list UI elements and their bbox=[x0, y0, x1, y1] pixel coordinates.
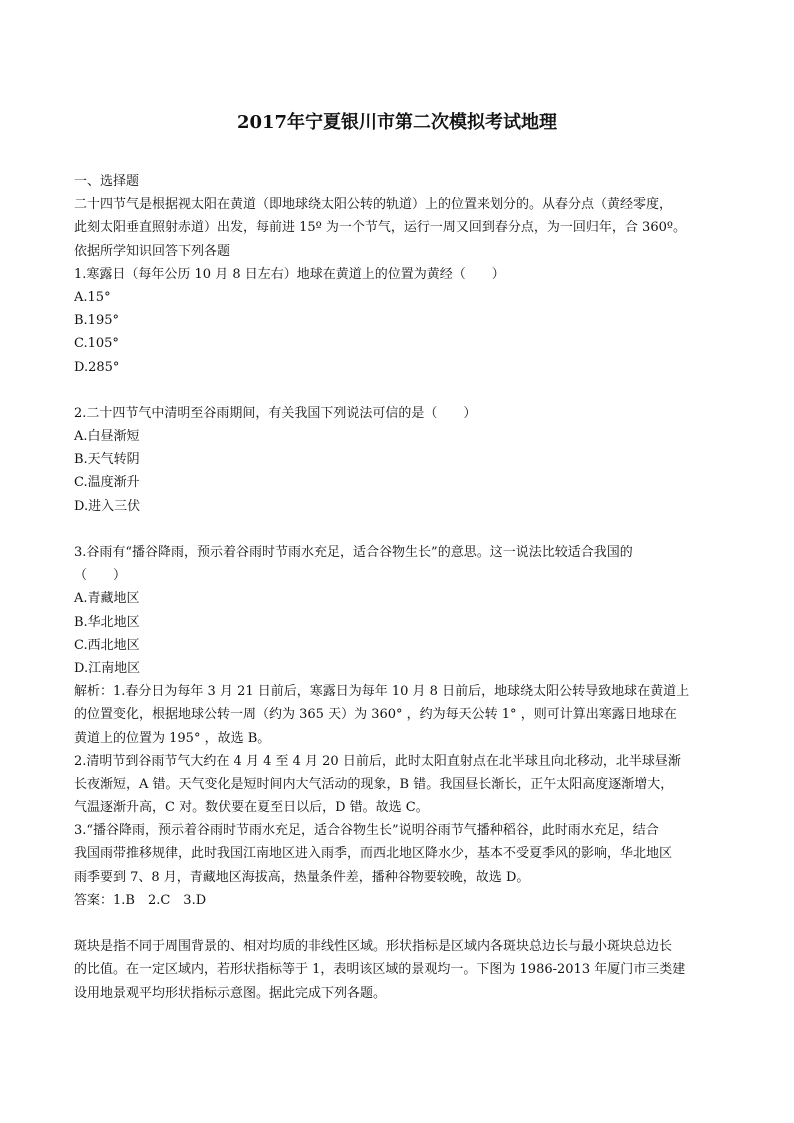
analysis-line-4: 2.清明节到谷雨节气大约在 4 月 4 至 4 月 20 日前后，此时太阳直射点在北半球且向北移动，北半球昼渐 bbox=[74, 753, 681, 769]
section-2-intro-line-3: 设用地景观平均形状指标示意图。据此完成下列各题。 bbox=[74, 985, 387, 1001]
analysis-line-3: 黄道上的位置为 195° ，故选 B。 bbox=[74, 730, 271, 746]
analysis-line-2: 的位置变化，根据地球公转一周（约为 365 天）为 360° ，约为每天公转 1° ，则可计算出寒露日地球在 bbox=[74, 707, 677, 723]
question-1-stem: 1.寒露日（每年公历 10 月 8 日左右）地球在黄道上的位置为黄经（ ） bbox=[74, 266, 505, 282]
intro-line-3: 依据所学知识回答下列各题 bbox=[74, 243, 231, 259]
document-title: 2017年宁夏银川市第二次模拟考试地理 bbox=[236, 112, 558, 133]
question-2-option-b: B.天气转阴 bbox=[74, 452, 140, 468]
question-3-option-d: D.江南地区 bbox=[74, 660, 141, 676]
section-2-intro-line-1: 斑块是指不同于周围背景的、相对均质的非线性区域。形状指标是区域内各斑块总边长与最小斑块总边长 bbox=[74, 939, 673, 955]
question-1-option-c: C.105° bbox=[74, 336, 119, 352]
analysis-line-8: 我国雨带推移规律，此时我国江南地区进入雨季，而西北地区降水少，基本不受夏季风的影响，华北地区 bbox=[74, 846, 673, 862]
answer-line: 答案：1.B 2.C 3.D bbox=[74, 892, 207, 908]
spacer bbox=[74, 912, 726, 935]
intro-line-2: 此刻太阳垂直照射赤道）出发，每前进 15º 为一个节气，运行一周又回到春分点，为一回归年，合 360º。 bbox=[74, 220, 686, 236]
question-3-option-a: A.青藏地区 bbox=[74, 591, 140, 607]
question-3-option-c: C.西北地区 bbox=[74, 637, 140, 653]
question-1-option-d: D.285° bbox=[74, 359, 120, 375]
question-2-stem: 2.二十四节气中清明至谷雨期间，有关我国下列说法可信的是（ ） bbox=[74, 405, 477, 421]
section-heading: 一、选择题 bbox=[74, 174, 140, 189]
question-1-option-b: B.195° bbox=[74, 313, 119, 329]
question-3-option-b: B.华北地区 bbox=[74, 614, 140, 630]
analysis-line-5: 长夜渐短，A 错。天气变化是短时间内大气活动的现象，B 错。我国昼长渐长，正午太阳高度逐渐增大， bbox=[74, 776, 674, 792]
question-2-option-a: A.白昼渐短 bbox=[74, 429, 140, 445]
analysis-line-7: 3.“播谷降雨，预示着谷雨时节雨水充足，适合谷物生长”说明谷雨节气播种稻谷，此时雨水充足，结合 bbox=[74, 823, 659, 839]
spacer bbox=[74, 518, 726, 541]
document-body bbox=[74, 170, 726, 1005]
analysis-line-9: 雨季要到 7、8 月，青藏地区海拔高，热量条件差，播种谷物要较晚，故选 D。 bbox=[74, 869, 530, 885]
question-1-option-a: A.15° bbox=[74, 289, 111, 305]
section-2-intro-line-2: 的比值。在一定区域内，若形状指标等于 1，表明该区域的景观均一。下图为 1986-2013 年厦门市三类建 bbox=[74, 962, 686, 978]
question-3-stem-line-1: 3.谷雨有“播谷降雨，预示着谷雨时节雨水充足，适合谷物生长”的意思。这一说法比较适合我国的 bbox=[74, 545, 633, 560]
question-2-option-d: D.进入三伏 bbox=[74, 498, 141, 514]
analysis-line-6: 气温逐渐升高，C 对。数伏要在夏至日以后，D 错。故选 C。 bbox=[74, 800, 429, 816]
analysis-line-1: 解析：1.春分日为每年 3 月 21 日前后，寒露日为每年 10 月 8 日前后，地球绕太阳公转导致地球在黄道上 bbox=[74, 684, 690, 700]
question-3-stem-line-2: （ ） bbox=[74, 568, 127, 584]
spacer bbox=[74, 379, 726, 402]
question-2-option-c: C.温度渐升 bbox=[74, 475, 140, 491]
intro-line-1: 二十四节气是根据视太阳在黄道（即地球绕太阳公转的轨道）上的位置来划分的。从春分点（黄经零度， bbox=[74, 197, 673, 213]
